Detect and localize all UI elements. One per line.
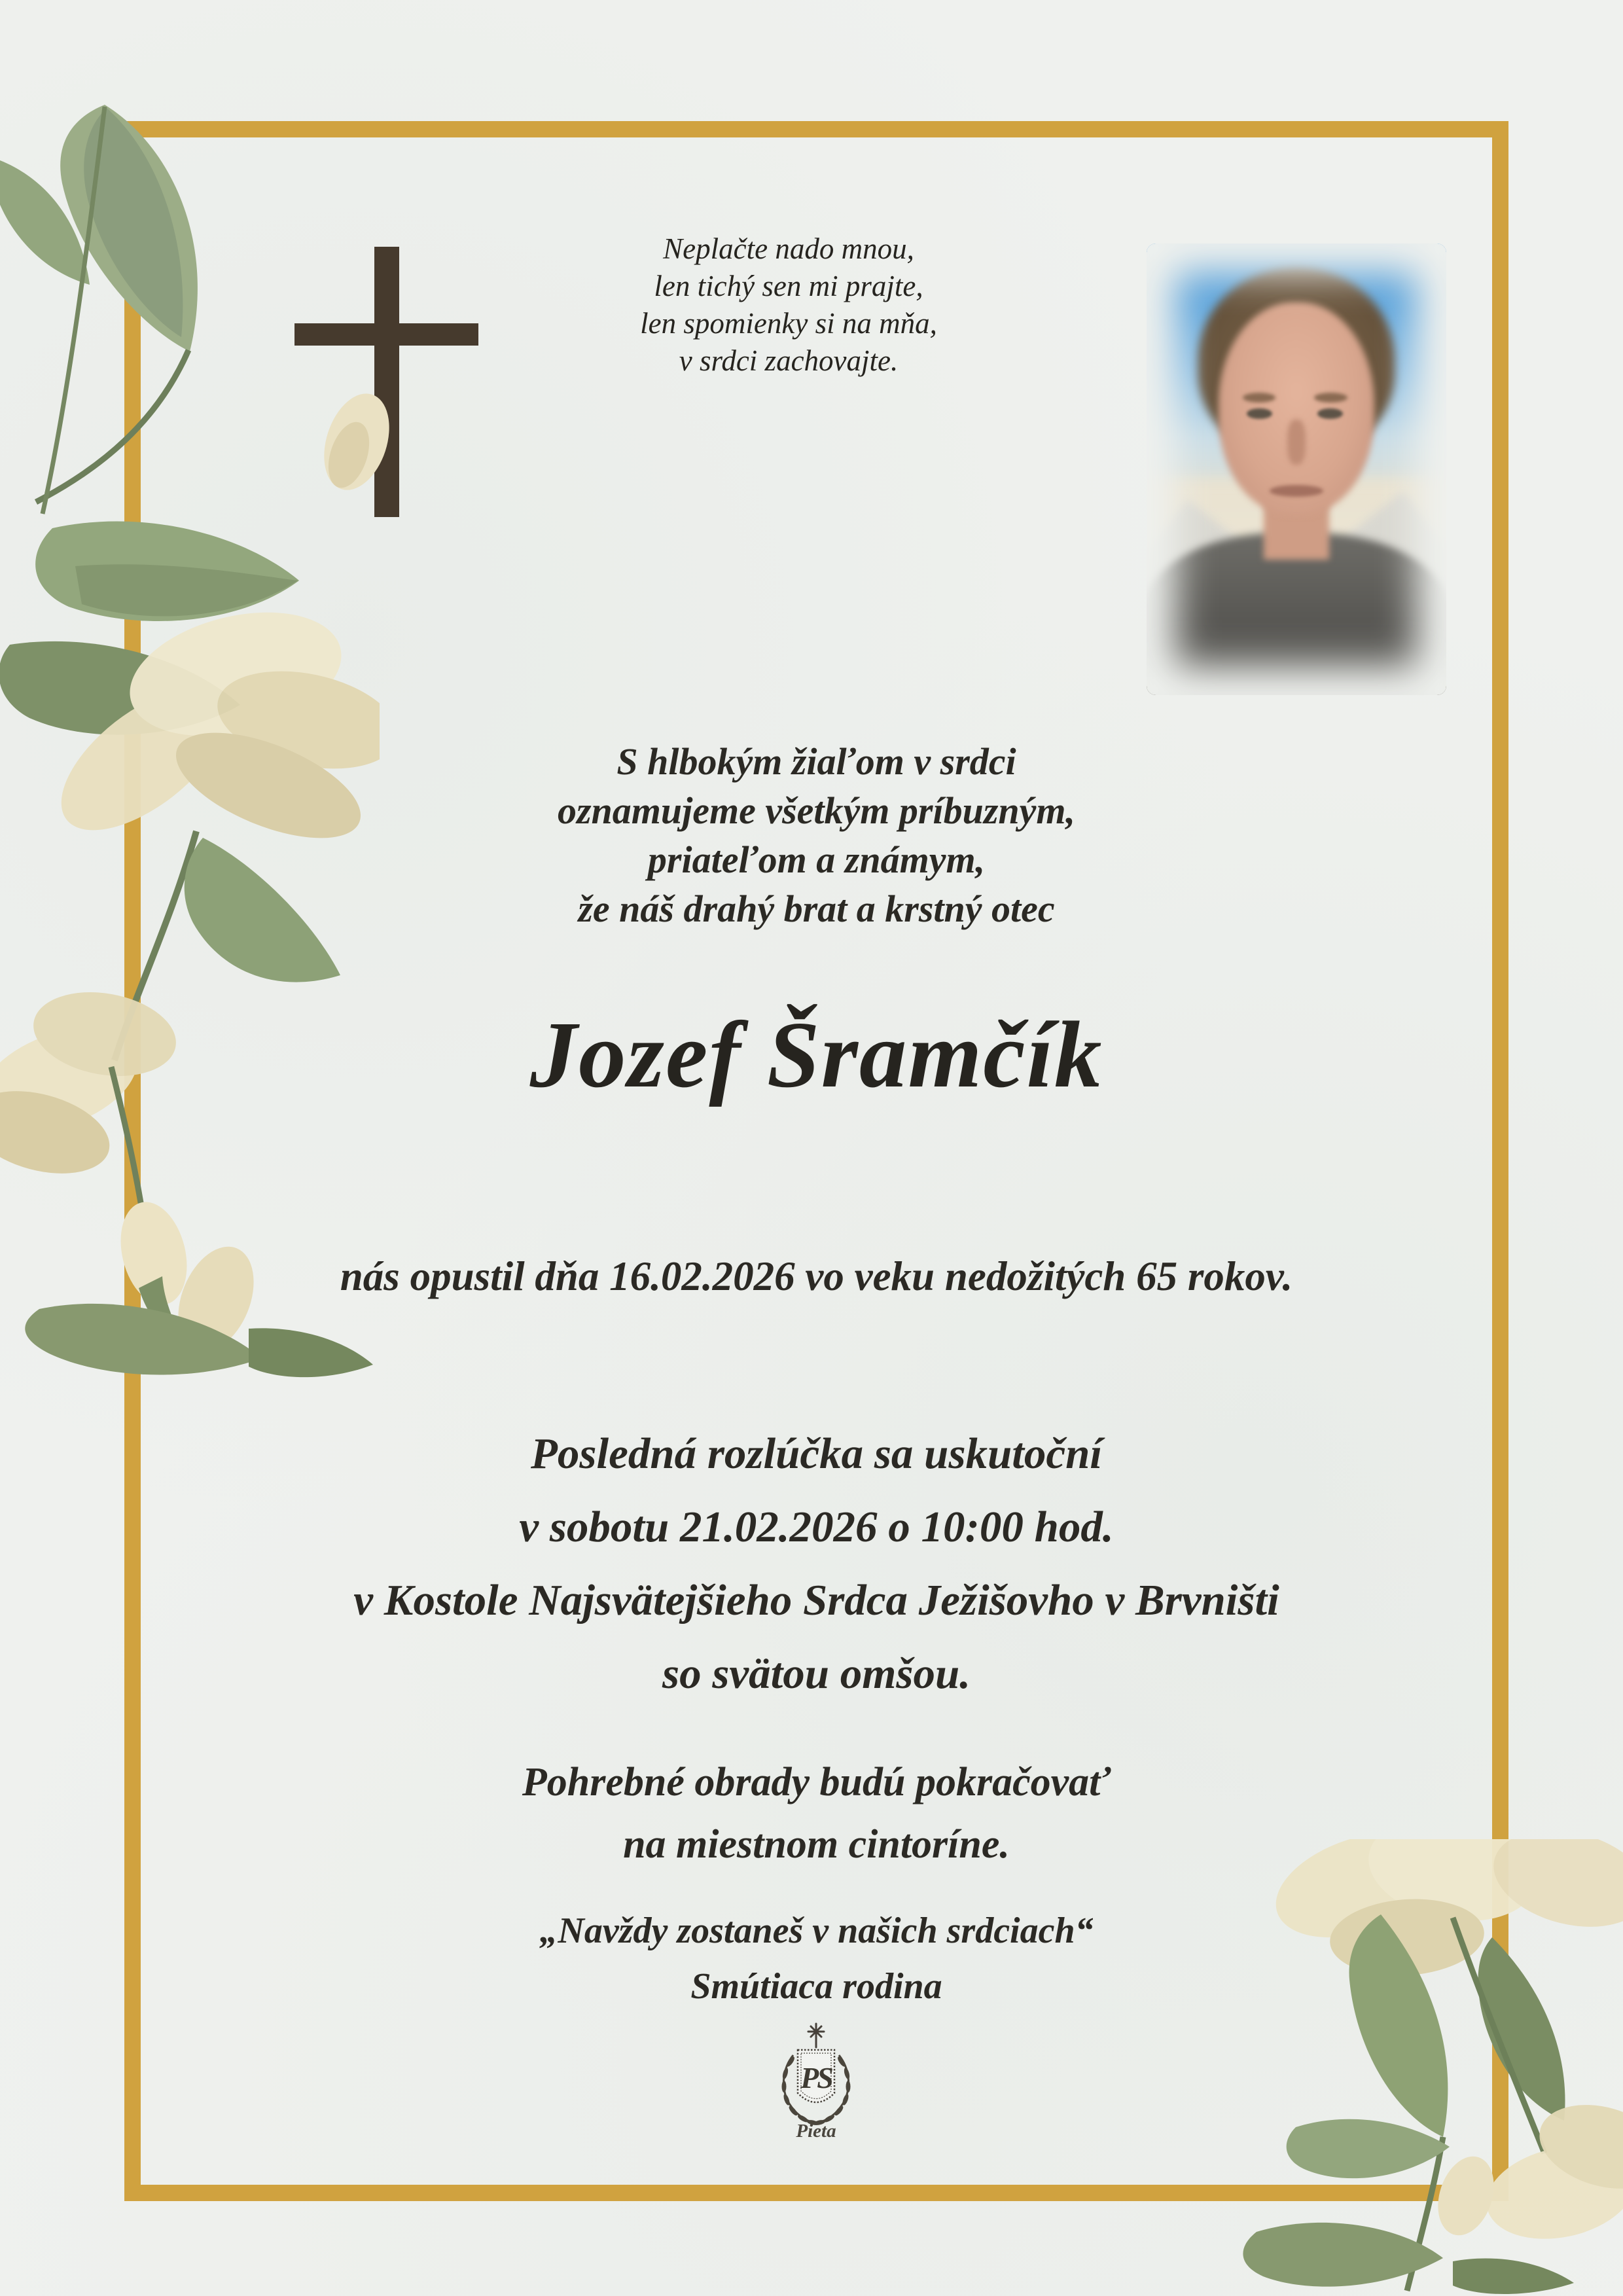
burial-line: Pohrebné obrady budú pokračovať — [522, 1760, 1111, 1804]
floral-decoration-bottom-right — [1178, 1839, 1623, 2296]
announcement-line: priateľom a známym, — [647, 838, 986, 881]
deceased-name: Jozef Šramčík — [529, 1003, 1103, 1107]
announcement-line: S hlbokým žiaľom v srdci — [616, 740, 1016, 783]
poem-line: v srdci zachovajte. — [679, 344, 899, 377]
logo-cross-icon — [808, 2024, 824, 2047]
announcement-line: oznamujeme všetkým príbuzným, — [557, 789, 1076, 832]
pieta-logo — [767, 2016, 865, 2140]
grieving-family: Smútiaca rodina — [690, 1966, 942, 2007]
portrait-photo — [1147, 243, 1446, 695]
logo-initials: PS — [800, 2061, 832, 2094]
announcement-line: že náš drahý brat a krstný otec — [578, 888, 1055, 930]
farewell-line: Posledná rozlúčka sa uskutoční — [530, 1429, 1103, 1478]
burial-line: na miestnom cintoríne. — [623, 1822, 1010, 1867]
farewell-line: v Kostole Najsvätejšieho Srdca Ježišovho v Brvništi — [353, 1576, 1279, 1624]
farewell-details — [124, 1417, 1508, 1710]
farewell-line: so svätou omšou. — [662, 1649, 971, 1698]
poem-line: len spomienky si na mňa, — [640, 307, 937, 340]
poem-line: Neplačte nado mnou, — [663, 232, 914, 265]
poem — [432, 230, 1145, 380]
death-notice: nás opustil dňa 16.02.2026 vo veku nedožitých 65 rokov. — [340, 1253, 1293, 1299]
floral-decoration-left — [0, 556, 380, 1381]
memorial-quote: „Navždy zostaneš v našich srdciach“ — [539, 1910, 1094, 1951]
farewell-line: v sobotu 21.02.2026 o 10:00 hod. — [519, 1503, 1114, 1551]
poem-line: len tichý sen mi prajte, — [654, 270, 923, 302]
logo-name: Pieta — [796, 2121, 836, 2140]
portrait-vignette — [1147, 243, 1446, 695]
